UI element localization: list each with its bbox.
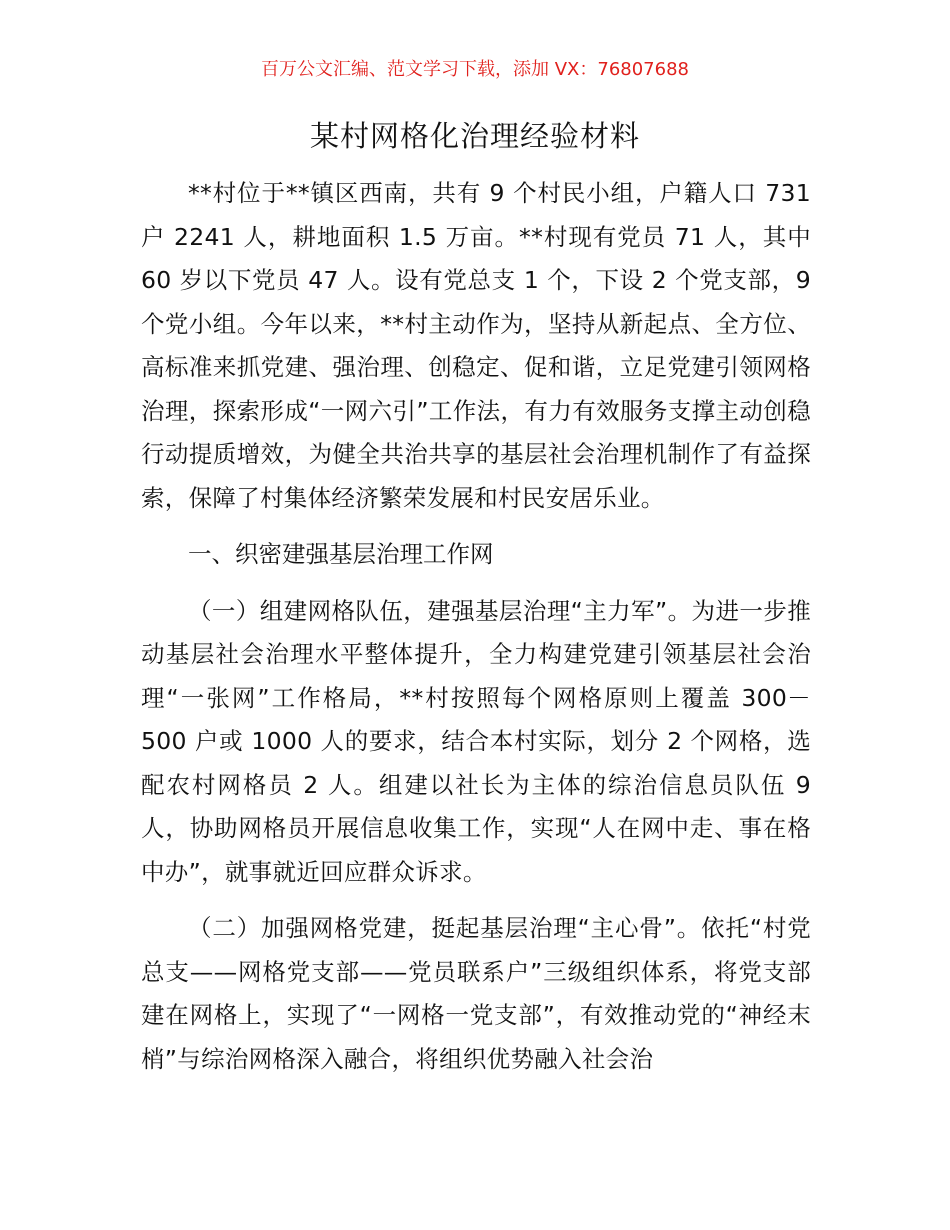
intro-paragraph: **村位于**镇区西南，共有 9 个村民小组，户籍人口 731 户 2241 人，耕地面积 1.5 万亩。**村现有党员 71 人，其中 60 岁以下党员 47 人。设有党总支 1 个，下设 2 个党支部，9 个党小组。今年以来，**村主动作为，坚持从新起点、全方位、高标准来抓党建、强治理、创稳定、促和谐，立足党建引领网格治理，探索形成“一网六引”工作法，有力有效服务支撑主动创稳行动提质增效，为健全共治共享的基层社会治理机制作了有益探索，保障了村集体经济繁荣发展和村民安居乐业。 — [141, 179, 811, 512]
promo-header: 百万公文汇编、范文学习下载，添加 VX：76807688 — [261, 59, 689, 80]
paragraph-1-1: （一）组建网格队伍，建强基层治理“主力军”。为进一步推动基层社会治理水平整体提升，全力构建党建引领基层社会治理“一张网”工作格局，**村按照每个网格原则上覆盖 300－500 户或 1000 人的要求，结合本村实际，划分 2 个网格，选配农村网格员 2 人。组建以社长为主体的综治信息员队伍 9 人，协助网格员开展信息收集工作，实现“人在网中走、事在格中办”，就事就近回应群众诉求。 — [141, 596, 811, 886]
section-heading-1: 一、织密建强基层治理工作网 — [188, 540, 494, 568]
paragraph-1-2: （二）加强网格党建，挺起基层治理“主心骨”。依托“村党总支——网格党支部——党员联系户”三级组织体系，将党支部建在网格上，实现了“一网格一党支部”，有效推动党的“神经末梢”与综治网格深入融合，将组织优势融入社会治 — [141, 914, 811, 1073]
document-body — [141, 172, 811, 1081]
page-title: 某村网格化治理经验材料 — [309, 119, 640, 153]
